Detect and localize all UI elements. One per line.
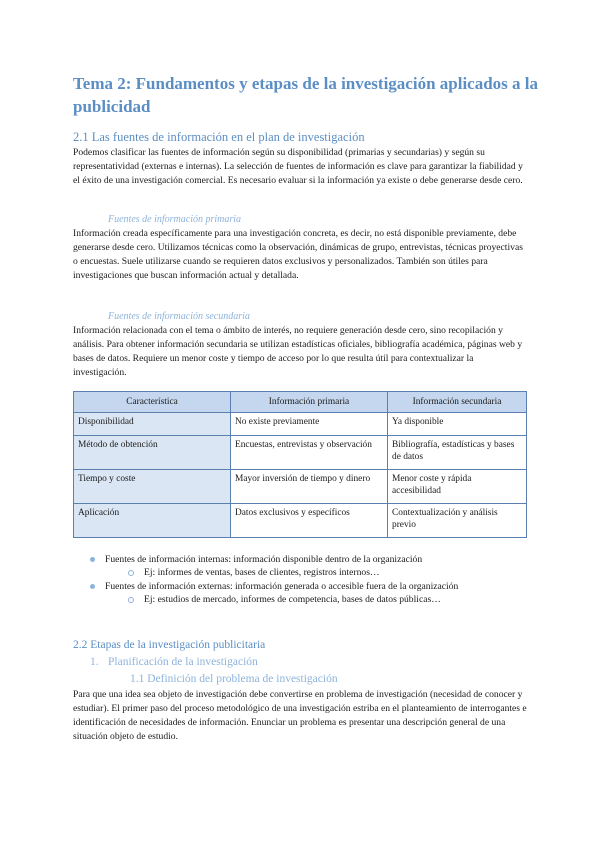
- table-cell: Contextualización y análisis previo: [388, 504, 527, 538]
- table-cell: Datos exclusivos y específicos: [231, 504, 388, 538]
- primary-heading: Fuentes de información primaria: [108, 214, 242, 225]
- bullet-external-example: Ej: estudios de mercado, informes de competencia, bases de datos públicas…: [128, 593, 441, 606]
- table-header: Característica: [74, 392, 231, 413]
- table-cell: Disponibilidad: [74, 413, 231, 436]
- table-header: Información secundaria: [388, 392, 527, 413]
- table-cell: No existe previamente: [231, 413, 388, 436]
- table-row: [74, 413, 527, 436]
- table-cell: Mayor inversión de tiempo y dinero: [231, 470, 388, 504]
- primary-paragraph: Información creada específicamente para una investigación concreta, es decir, no está disponible previamente, debe generarse desde cero. Utilizamos técnicas como la observación, dinámicas de grupo, entrevistas, técnicas proyectivas o encuestas. Suele utilizarse cuando se requieren datos exclusivos y personalizados. También son útiles para investigaciones que buscan información actual y detallada.: [73, 228, 523, 281]
- bullet-dot-icon: [90, 557, 95, 562]
- table-cell: Tiempo y coste: [74, 470, 231, 504]
- problem-paragraph: Para que una idea sea objeto de investigación debe convertirse en problema de investigación (necesidad de conocer y estudiar). El primer paso del proceso metodológico de una investigación estriba en el planteamiento de interrogantes e identificación de necesidades de información. Enunciar un problema es presentar una descripción general de una situación objeto de estudio.: [73, 689, 527, 742]
- comparison-table: [73, 391, 527, 538]
- intro-paragraph: Podemos clasificar las fuentes de información según su disponibilidad (primarias y secundarias) y según su representatividad (externas e internas). La selección de fuentes de información es clave para garantizar la fiabilidad y el éxito de una investigación comercial. Es necesario evaluar si la información ya existe o debe generarse desde cero.: [73, 147, 523, 186]
- bullet-dot-icon: [90, 584, 95, 589]
- section-heading-2-1: 2.1 Las fuentes de información en el plan de investigación: [73, 130, 365, 144]
- list-item-planning: Planificación de la investigación: [108, 656, 258, 668]
- secondary-paragraph: Información relacionada con el tema o ámbito de interés, no requiere generación desde cero, sino recopilación y análisis. Para obtener información secundaria se utilizan estadísticas oficiales, bibliografía académica, páginas web y bases de datos. Requiere un menor coste y tiempo de acceso por lo que resulta útil para contextualizar la investigación.: [73, 325, 523, 378]
- table-row: [74, 470, 527, 504]
- bullet-internal: Fuentes de información internas: información disponible dentro de la organización: [90, 553, 422, 566]
- section-heading-2-2: 2.2 Etapas de la investigación publicitaria: [73, 639, 266, 651]
- subsection-heading-1-1: 1.1 Definición del problema de investigación: [130, 673, 338, 685]
- table-cell: Método de obtención: [74, 436, 231, 470]
- bullet-ring-icon: [128, 597, 134, 603]
- table-row: [74, 504, 527, 538]
- table-row: [74, 436, 527, 470]
- page-title: Tema 2: Fundamentos y etapas de la investigación aplicados a la publicidad: [73, 74, 539, 116]
- table-cell: Menor coste y rápida accesibilidad: [388, 470, 527, 504]
- table-cell: Encuestas, entrevistas y observación: [231, 436, 388, 470]
- table-cell: Ya disponible: [388, 413, 527, 436]
- bullet-external: Fuentes de información externas: información generada o accesible fuera de la organización: [90, 580, 458, 593]
- list-number: 1.: [90, 656, 99, 668]
- table-cell: Bibliografía, estadísticas y bases de datos: [388, 436, 527, 470]
- bullet-internal-example: Ej: informes de ventas, bases de clientes, registros internos…: [128, 566, 380, 579]
- table-cell: Aplicación: [74, 504, 231, 538]
- bullet-ring-icon: [128, 570, 134, 576]
- table-header: Información primaria: [231, 392, 388, 413]
- secondary-heading: Fuentes de información secundaria: [108, 311, 250, 322]
- table-header-row: [74, 392, 527, 413]
